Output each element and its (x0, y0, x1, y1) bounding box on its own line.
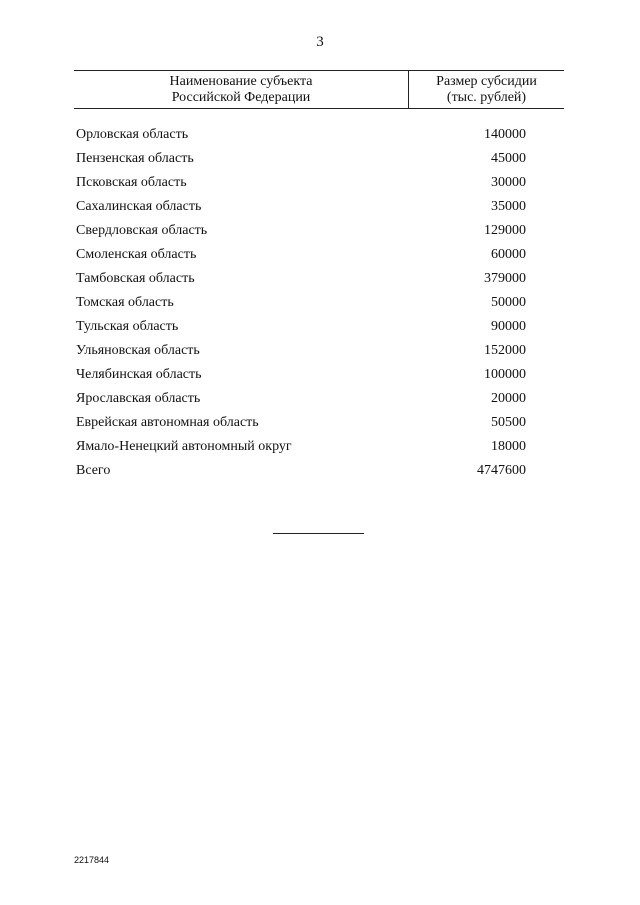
subsidy-value: 60000 (491, 247, 526, 262)
total-label: Всего (76, 463, 111, 478)
region-name: Смоленская область (76, 247, 197, 262)
table-row (76, 435, 564, 459)
region-name: Тамбовская область (76, 271, 195, 286)
subsidy-value: 30000 (491, 175, 526, 190)
table-header (74, 70, 564, 109)
header-region-line1: Наименование субъекта (169, 73, 313, 89)
subsidy-value: 152000 (484, 343, 526, 358)
region-name: Сахалинская область (76, 199, 202, 214)
region-name: Пензенская область (76, 151, 194, 166)
region-name: Ярославская область (76, 391, 201, 406)
table-row (76, 195, 564, 219)
header-region-line2: Российской Федерации (171, 89, 311, 105)
table-row (76, 243, 564, 267)
region-name: Томская область (76, 295, 174, 310)
region-name: Ямало-Ненецкий автономный округ (76, 439, 292, 454)
page-number: 3 (316, 34, 324, 50)
table-row (76, 171, 564, 195)
table-row-total (76, 459, 564, 483)
table-row (76, 411, 564, 435)
subsidy-value: 20000 (491, 391, 526, 406)
region-name: Тульская область (76, 319, 179, 334)
header-subsidy-line1: Размер субсидии (436, 73, 537, 89)
subsidy-value: 90000 (491, 319, 526, 334)
subsidy-value: 18000 (491, 439, 526, 454)
table-row (76, 363, 564, 387)
region-name: Псковская область (76, 175, 187, 190)
region-name: Орловская область (76, 127, 189, 142)
table-row (76, 147, 564, 171)
subsidy-value: 45000 (491, 151, 526, 166)
region-name: Челябинская область (76, 367, 202, 382)
region-name: Еврейская автономная область (76, 415, 259, 430)
subsidy-value: 100000 (484, 367, 526, 382)
region-name: Ульяновская область (76, 343, 200, 358)
header-subsidy-line2: (тыс. рублей) (446, 89, 527, 105)
region-name: Свердловская область (76, 223, 208, 238)
table-row (76, 291, 564, 315)
table-row (76, 267, 564, 291)
subsidy-value: 35000 (491, 199, 526, 214)
total-value: 4747600 (477, 463, 526, 478)
header-subsidy-column (409, 71, 564, 108)
subsidy-value: 129000 (484, 223, 526, 238)
document-code: 2217844 (74, 855, 110, 865)
table-row (76, 219, 564, 243)
header-region-column (74, 71, 409, 108)
table-row (76, 315, 564, 339)
subsidy-value: 379000 (484, 271, 526, 286)
subsidy-value: 140000 (484, 127, 526, 142)
subsidy-value: 50500 (491, 415, 526, 430)
table-row (76, 387, 564, 411)
table-row (76, 123, 564, 147)
end-divider (273, 533, 364, 534)
table-row (76, 339, 564, 363)
subsidy-value: 50000 (491, 295, 526, 310)
table-body (76, 123, 564, 483)
